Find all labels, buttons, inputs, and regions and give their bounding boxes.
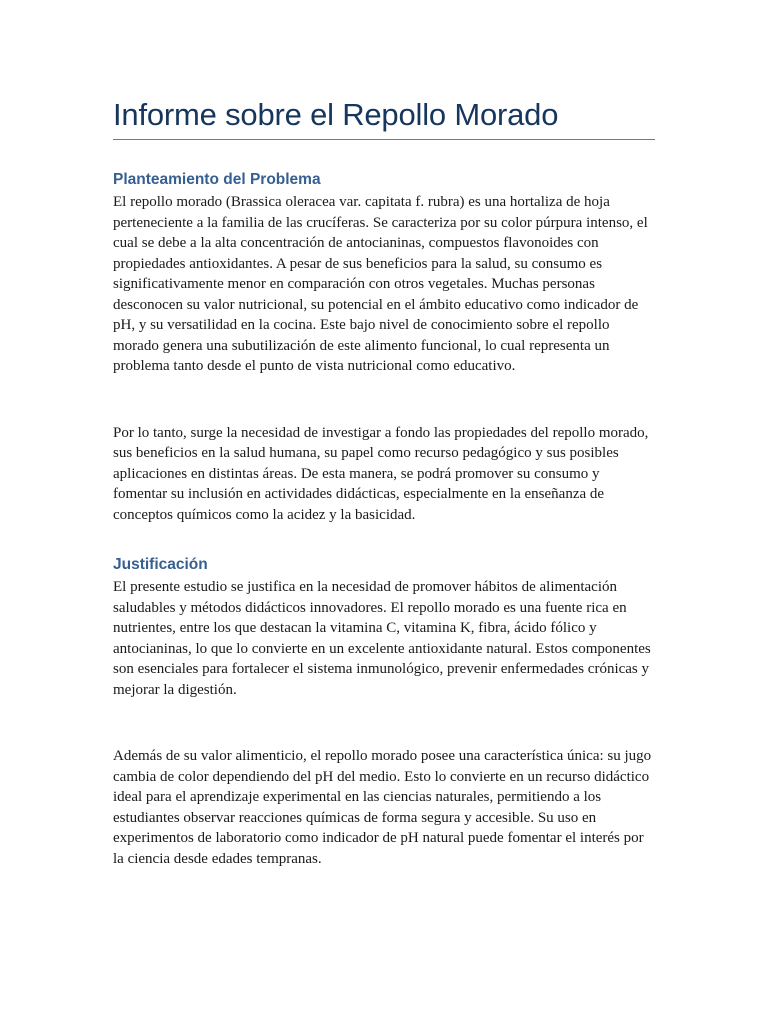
document-body bbox=[113, 96, 655, 869]
paragraph-justification-1: El presente estudio se justifica en la necesidad de promover hábitos de alimentación saludables y métodos didácticos innovadores. El repollo morado es una fuente rica en nutrientes, entre los que destacan la vitamina C, vitamina K, fibra, ácido fólico y antocianinas, lo que lo convierte en un excelente antioxidante natural. Estos componentes son esenciales para fortalecer el sistema inmunológico, prevenir enfermedades crónicas y mejorar la digestión. bbox=[113, 579, 651, 698]
paragraph-justification-2: Además de su valor alimenticio, el repollo morado posee una característica única: su jugo cambia de color dependiendo del pH del medio. Esto lo convierte en un recurso didáctico ideal para el aprendizaje experimental en las ciencias naturales, permitiendo a los estudiantes observar reacciones químicas de forma segura y accesible. Su uso en experimentos de laboratorio como indicador de pH natural puede fomentar el interés por la ciencia desde edades tempranas. bbox=[113, 748, 652, 867]
paragraph-problem-2: Por lo tanto, surge la necesidad de investigar a fondo las propiedades del repollo morado, sus beneficios en la salud humana, su papel como recurso pedagógico y sus posibles aplicaciones en distintas áreas. De esta manera, se podrá promover su consumo y fomentar su inclusión en actividades didácticas, especialmente en la enseñanza de conceptos químicos como la acidez y la basicidad. bbox=[113, 424, 649, 523]
paragraph-problem-1: El repollo morado (Brassica oleracea var. capitata f. rubra) es una hortaliza de hoja perteneciente a la familia de las crucíferas. Se caracteriza por su color púrpura intenso, el cual se debe a la alta concentración de antocianinas, compuestos flavonoides con propiedades antioxidantes. A pesar de sus beneficios para la salud, su consumo es significativamente menor en comparación con otros vegetales. Muchas personas desconocen su valor nutricional, su potencial en el ámbito educativo como indicador de pH, y su versatilidad en la cocina. Este bajo nivel de conocimiento sobre el repollo morado genera una subutilización de este alimento funcional, lo cual representa un problema tanto desde el punto de vista nutricional como educativo. bbox=[113, 194, 648, 374]
section-heading-justification: Justificación bbox=[113, 556, 208, 573]
document-title: Informe sobre el Repollo Morado bbox=[113, 96, 655, 140]
section-heading-problem: Planteamiento del Problema bbox=[113, 171, 321, 188]
